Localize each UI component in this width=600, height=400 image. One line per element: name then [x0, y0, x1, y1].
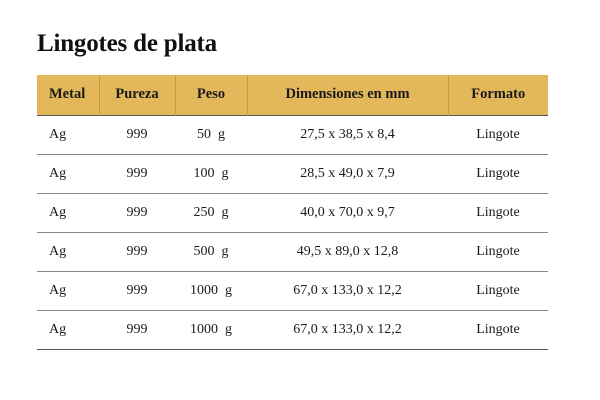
cell-metal: Ag [37, 115, 99, 154]
cell-dimensiones: 67,0 x 133,0 x 12,2 [247, 310, 448, 349]
cell-pureza: 999 [99, 115, 175, 154]
cell-peso: 50 g [175, 115, 247, 154]
cell-formato: Lingote [448, 271, 548, 310]
table-row [37, 232, 548, 271]
cell-peso: 500 g [175, 232, 247, 271]
header-row [37, 75, 548, 115]
header-metal: Metal [37, 75, 99, 115]
header-pureza: Pureza [99, 75, 175, 115]
table-row [37, 310, 548, 349]
silver-bars-table [37, 75, 548, 350]
cell-dimensiones: 40,0 x 70,0 x 9,7 [247, 193, 448, 232]
cell-pureza: 999 [99, 193, 175, 232]
cell-pureza: 999 [99, 154, 175, 193]
cell-formato: Lingote [448, 154, 548, 193]
header-dimensiones: Dimensiones en mm [247, 75, 448, 115]
cell-metal: Ag [37, 154, 99, 193]
cell-metal: Ag [37, 193, 99, 232]
page-title: Lingotes de plata [37, 30, 217, 57]
cell-pureza: 999 [99, 310, 175, 349]
table-row [37, 193, 548, 232]
table-header [37, 75, 548, 115]
table-body [37, 115, 548, 349]
cell-metal: Ag [37, 310, 99, 349]
cell-peso: 100 g [175, 154, 247, 193]
cell-peso: 1000 g [175, 310, 247, 349]
cell-formato: Lingote [448, 232, 548, 271]
cell-dimensiones: 49,5 x 89,0 x 12,8 [247, 232, 448, 271]
table-row [37, 154, 548, 193]
cell-pureza: 999 [99, 232, 175, 271]
cell-metal: Ag [37, 271, 99, 310]
table-row [37, 271, 548, 310]
header-formato: Formato [448, 75, 548, 115]
cell-formato: Lingote [448, 193, 548, 232]
cell-formato: Lingote [448, 115, 548, 154]
cell-peso: 250 g [175, 193, 247, 232]
cell-dimensiones: 27,5 x 38,5 x 8,4 [247, 115, 448, 154]
cell-formato: Lingote [448, 310, 548, 349]
cell-peso: 1000 g [175, 271, 247, 310]
header-peso: Peso [175, 75, 247, 115]
table-row [37, 115, 548, 154]
cell-metal: Ag [37, 232, 99, 271]
cell-dimensiones: 28,5 x 49,0 x 7,9 [247, 154, 448, 193]
cell-dimensiones: 67,0 x 133,0 x 12,2 [247, 271, 448, 310]
cell-pureza: 999 [99, 271, 175, 310]
